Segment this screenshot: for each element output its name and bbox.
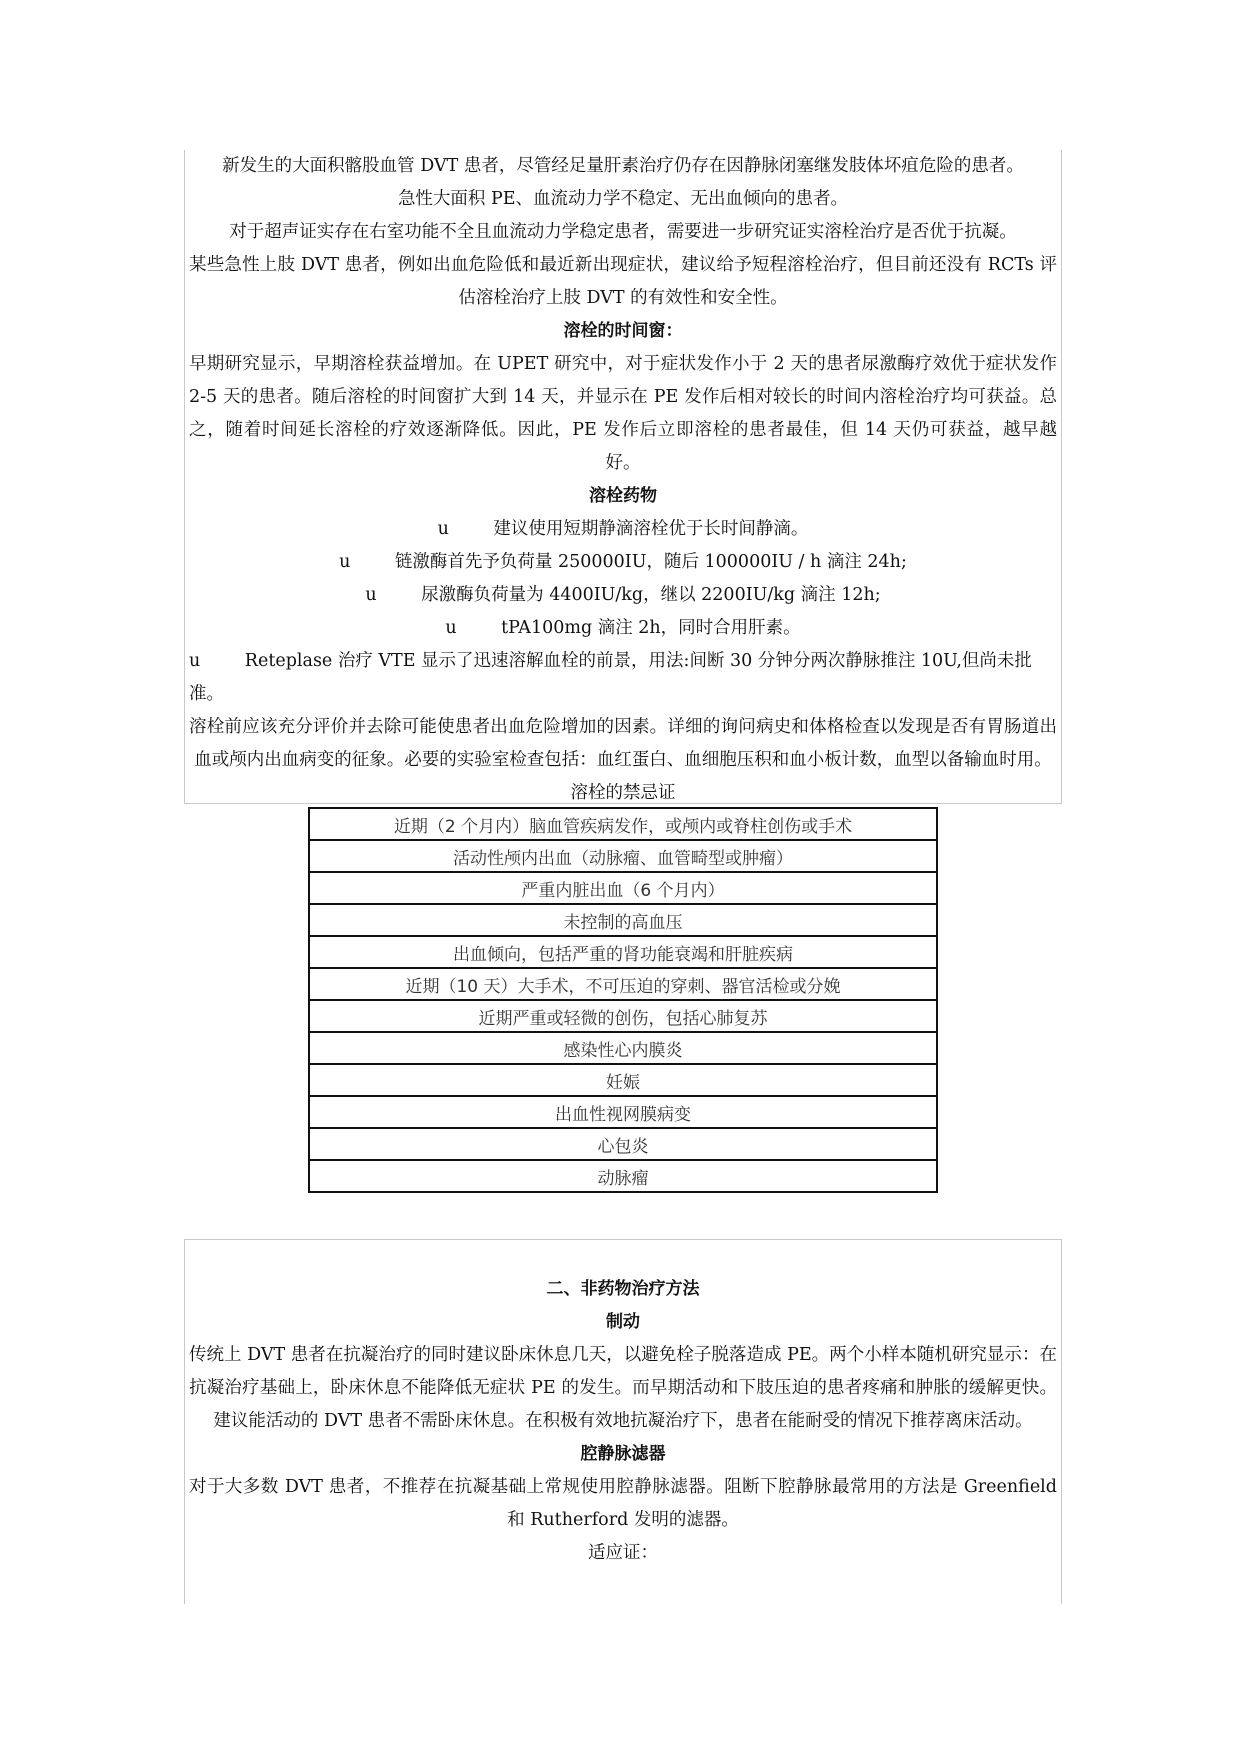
table-row <box>309 1160 937 1192</box>
paragraph-pre-thrombolysis: 溶栓前应该充分评价并去除可能使患者出血危险增加的因素。详细的询问病史和体格检查以发现是否有胃肠道出血或颅内出血病变的征象。必要的实验室检查包括：血红蛋白、血细胞压积和血小板计数，血型以备输血时用。 <box>189 717 1057 770</box>
paragraph-pe-indication: 急性大面积 PE、血流动力学不稳定、无出血倾向的患者。 <box>397 189 849 209</box>
table-row <box>309 1096 937 1128</box>
bullet-item <box>189 513 1057 546</box>
table-cell: 近期严重或轻微的创伤，包括心肺复苏 <box>309 1000 937 1032</box>
bullet-marker: u <box>445 618 457 638</box>
paragraph-dvt-indication: 新发生的大面积髂股血管 DVT 患者，尽管经足量肝素治疗仍存在因静脉闭塞继发肢体坏疽危险的患者。 <box>222 156 1024 176</box>
contraindications-table-wrapper <box>308 807 938 1193</box>
bullet-text: 链激酶首先予负荷量 250000IU，随后 100000IU / h 滴注 24h; <box>394 552 907 572</box>
bottom-section <box>189 1273 1057 1570</box>
bullet-text: Reteplase 治疗 VTE 显示了迅速溶解血栓的前景，用法:间断 30 分钟分两次静脉推注 10U,但尚未批准。 <box>189 651 1032 704</box>
table-cell: 感染性心内膜炎 <box>309 1032 937 1064</box>
table-row <box>309 1000 937 1032</box>
bullet-item <box>189 546 1057 579</box>
bullet-marker: u <box>339 552 351 572</box>
table-cell: 未控制的高血压 <box>309 904 937 936</box>
table-cell: 出血性视网膜病变 <box>309 1096 937 1128</box>
table-cell: 近期（2 个月内）脑血管疾病发作，或颅内或脊柱创伤或手术 <box>309 808 937 840</box>
table-cell: 妊娠 <box>309 1064 937 1096</box>
bullet-marker: u <box>437 519 449 539</box>
table-cell: 出血倾向，包括严重的肾功能衰竭和肝脏疾病 <box>309 936 937 968</box>
bullet-marker: u <box>365 585 377 605</box>
bullet-item <box>189 645 1057 711</box>
table-cell: 心包炎 <box>309 1128 937 1160</box>
table-row <box>309 904 937 936</box>
indications-label: 适应证： <box>588 1543 658 1563</box>
heading-non-drug-therapy: 二、非药物治疗方法 <box>546 1279 700 1299</box>
contraindications-title: 溶栓的禁忌证 <box>570 783 676 803</box>
table-row <box>309 808 937 840</box>
heading-vena-cava-filter: 腔静脉滤器 <box>580 1444 666 1464</box>
heading-immobilization: 制动 <box>606 1312 640 1332</box>
top-text-frame <box>184 150 1062 804</box>
bullet-item <box>189 579 1057 612</box>
heading-thrombolytic-drugs: 溶栓药物 <box>589 486 657 506</box>
paragraph-upper-limb-dvt: 某些急性上肢 DVT 患者，例如出血危险低和最近新出现症状，建议给予短程溶栓治疗，但目前还没有 RCTs 评估溶栓治疗上肢 DVT 的有效性和安全性。 <box>189 255 1057 308</box>
table-row <box>309 872 937 904</box>
table-cell: 活动性颅内出血（动脉瘤、血管畸型或肿瘤） <box>309 840 937 872</box>
bottom-text-frame <box>184 1239 1062 1604</box>
table-row <box>309 936 937 968</box>
table-cell: 动脉瘤 <box>309 1160 937 1192</box>
top-section <box>189 150 1057 810</box>
bullet-text: 建议使用短期静滴溶栓优于长时间静滴。 <box>493 519 809 539</box>
heading-time-window: 溶栓的时间窗： <box>563 321 683 341</box>
bullet-item <box>189 612 1057 645</box>
bullet-text: tPA100mg 滴注 2h，同时合用肝素。 <box>501 618 801 638</box>
table-row <box>309 968 937 1000</box>
paragraph-rv-dysfunction: 对于超声证实存在右室功能不全且血流动力学稳定患者，需要进一步研究证实溶栓治疗是否优于抗凝。 <box>229 222 1017 242</box>
paragraph-vena-cava-filter: 对于大多数 DVT 患者，不推荐在抗凝基础上常规使用腔静脉滤器。阻断下腔静脉最常用的方法是 Greenfield 和 Rutherford 发明的滤器。 <box>189 1477 1057 1530</box>
contraindications-table <box>308 807 938 1193</box>
bullet-marker: u <box>189 651 201 671</box>
table-row <box>309 1064 937 1096</box>
table-row <box>309 840 937 872</box>
paragraph-immobilization: 传统上 DVT 患者在抗凝治疗的同时建议卧床休息几天，以避免栓子脱落造成 PE。两个小样本随机研究显示：在抗凝治疗基础上，卧床休息不能降低无症状 PE 的发生。而早期活动和下肢压迫的患者疼痛和肿胀的缓解更快。建议能活动的 DVT 患者不需卧床休息。在积极有效地抗凝治疗下，患者在能耐受的情况下推荐离床活动。 <box>189 1345 1057 1431</box>
paragraph-time-window: 早期研究显示，早期溶栓获益增加。在 UPET 研究中，对于症状发作小于 2 天的患者尿激酶疗效优于症状发作 2-5 天的患者。随后溶栓的时间窗扩大到 14 天，并显示在 PE 发作后相对较长的时间内溶栓治疗均可获益。总之，随着时间延长溶栓的疗效逐渐降低。因此，PE 发作后立即溶栓的患者最佳，但 14 天仍可获益，越早越好。 <box>189 354 1057 473</box>
bullet-text: 尿激酶负荷量为 4400IU/kg，继以 2200IU/kg 滴注 12h; <box>421 585 881 605</box>
table-cell: 严重内脏出血（6 个月内） <box>309 872 937 904</box>
table-row <box>309 1128 937 1160</box>
table-row <box>309 1032 937 1064</box>
table-cell: 近期（10 天）大手术，不可压迫的穿刺、器官活检或分娩 <box>309 968 937 1000</box>
